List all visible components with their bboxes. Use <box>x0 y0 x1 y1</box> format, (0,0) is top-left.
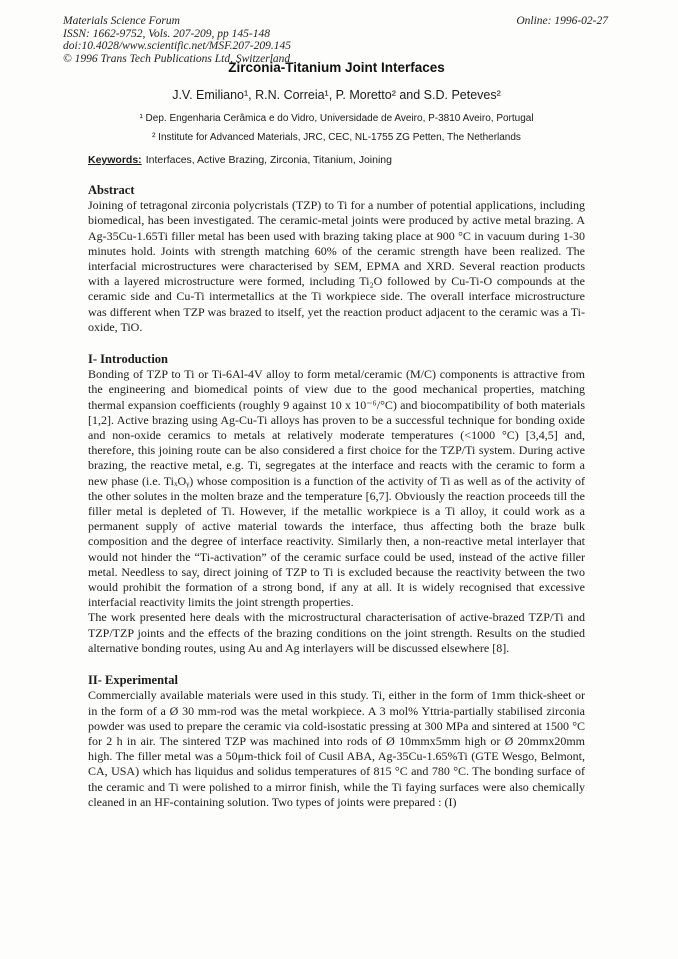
introduction-paragraph-1: Bonding of TZP to Ti or Ti-6Al-4V alloy to form metal/ceramic (M/C) components is attractive from the engineering and biomedical points of view due to the good mechanical properties, matching thermal expansion coefficients (roughly 9 against 10 x 10⁻⁶/°C) and biocompatibility of both materials [1,2]. Active brazing using Ag-Cu-Ti alloys has proven to be a successful technique for bonding oxide and non-oxide ceramics to metals at relatively moderate temperatures (<1000 °C) [3,4,5] and, therefore, this joining route can be also considered a first choice for the TZP/Ti system. During active brazing, the reactive metal, e.g. Ti, segregates at the interface and reacts with the ceramic to form a new phase (i.e. TiₓOᵧ) whose composition is a function of the activity of Ti as well as of the activity of the other solutes in the molten braze and the temperature [6,7]. Obviously the reaction proceeds till the filler metal is depleted of Ti. However, if the metallic workpiece is a Ti alloy, it could work as a permanent supply of active material towards the interface, thus affecting both the braze bulk composition and the degree of interface reactivity. Similarly then, a non-reactive metal interlayer that would not hinder the “Ti-activation” of the ceramic surface could be used, instead of the active filler metal. Needless to say, direct joining of TZP to Ti is excluded because the reactivity between the two would prohibit the formation of a strong bond, if any at all. It is widely recognised that excessive interfacial reactivity limits the joint strength properties. <box>88 367 585 610</box>
affiliation-2: ² Institute for Advanced Materials, JRC, CEC, NL-1755 ZG Petten, The Netherlands <box>152 132 521 143</box>
publication-header <box>63 15 608 65</box>
online-date: Online: 1996-02-27 <box>516 15 608 27</box>
paper-title: Zirconia-Titanium Joint Interfaces <box>228 60 445 75</box>
introduction-section <box>88 352 585 656</box>
journal-name: Materials Science Forum <box>63 15 180 27</box>
experimental-section <box>88 673 585 810</box>
keywords-text: Interfaces, Active Brazing, Zirconia, Titanium, Joining <box>145 154 392 166</box>
doi-line: doi:10.4028/www.scientific.net/MSF.207-209.145 <box>63 40 291 52</box>
experimental-paragraph: Commercially available materials were used in this study. Ti, either in the form of 1mm thick-sheet or in the form of a Ø 30 mm-rod was the metal workpiece. A 3 mol% Yttria-partially stabilised zirconia powder was used to prepare the ceramic via cold-isostatic pressing at 300 MPa and sintered at 1500 °C for 2 h in air. The sintered TZP was machined into rods of Ø 10mmx5mm high or Ø 20mmx20mm high. The filler metal was a 50μm-thick foil of Cusil ABA, Ag-35Cu-1.65%Ti (GTE Wesgo, Belmont, CA, USA) which has liquidus and solidus temperatures of 815 °C and 780 °C. The bonding surface of the ceramic and Ti were polished to a mirror finish, while the Ti faying surfaces were also chemically cleaned in an HF-containing solution. Two types of joints were prepared : (I) <box>88 688 585 809</box>
abstract-paragraph: Joining of tetragonal zirconia polycristals (TZP) to Ti for a number of potential applications, including biomedical, has been investigated. The ceramic-metal joints were produced by active metal brazing. A Ag-35Cu-1.65Ti filler metal has been used with brazing taking place at 900 °C in vacuum during 1-30 minutes hold. Joints with strength matching 60% of the ceramic strength have been realized. The interfacial microstructures were characterised by SEM, EPMA and XRD. Several reaction products with a layered microstructure were formed, including Ti₂O followed by Cu-Ti-O compounds at the ceramic side and Cu-Ti intermetallics at the Ti workpiece side. The overall interface microstructure was different when TZP was brazed to itself, yet the reaction product adjacent to the ceramic was a Ti-oxide, TiO. <box>88 198 585 334</box>
paper-content <box>88 60 585 810</box>
authors-line: J.V. Emiliano¹, R.N. Correia¹, P. Moretto² and S.D. Peteves² <box>172 88 501 102</box>
copyright-line: © 1996 Trans Tech Publications Ltd, Switzerland <box>63 52 291 65</box>
issn-line: ISSN: 1662-9752, Vols. 207-209, pp 145-148 <box>63 27 270 40</box>
experimental-heading: II- Experimental <box>88 673 178 688</box>
abstract-section <box>88 183 585 335</box>
keywords-line <box>88 154 585 166</box>
publication-info <box>63 15 291 65</box>
abstract-heading: Abstract <box>88 183 135 197</box>
keywords-label: Keywords: <box>88 154 142 166</box>
introduction-paragraph-2: The work presented here deals with the microstructural characterisation of active-brazed TZP/Ti and TZP/TZP joints and the effects of the brazing conditions on the joint strength. Results on the studied alternative bonding routes, using Au and Ag interlayers will be discussed elsewhere [8]. <box>88 610 585 655</box>
introduction-heading: I- Introduction <box>88 352 168 367</box>
affiliation-1: ¹ Dep. Engenharia Cerâmica e do Vidro, Universidade de Aveiro, P-3810 Aveiro, Portugal <box>139 113 534 124</box>
